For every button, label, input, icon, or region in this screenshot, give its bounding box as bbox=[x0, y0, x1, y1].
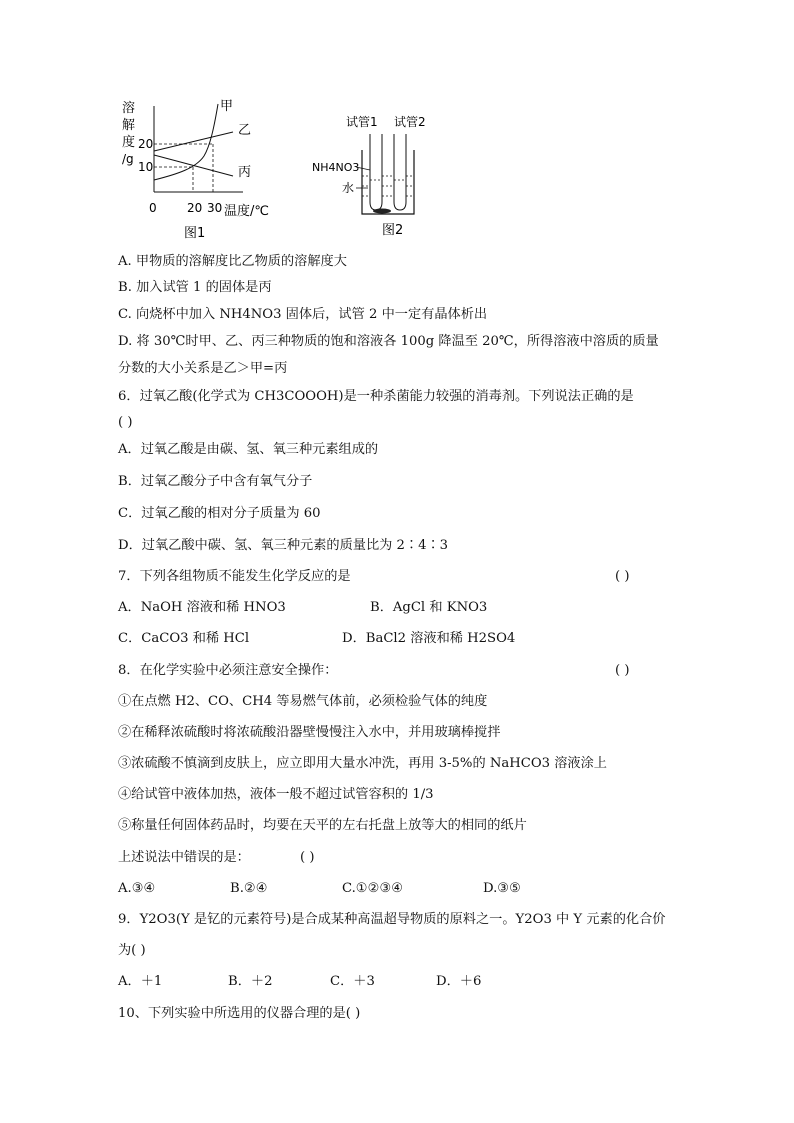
q8-item-2: ②在稀释浓硫酸时将浓硫酸沿器壁慢慢注入水中，并用玻璃棒搅拌 bbox=[118, 725, 501, 740]
curve-label-yi: 乙 bbox=[238, 123, 252, 138]
q8-question: 上述说法中错误的是： bbox=[118, 850, 250, 865]
y-axis-label-char-4: /g bbox=[122, 152, 134, 166]
nh4no3-label: NH4NO3 bbox=[312, 161, 360, 174]
q8-paren: ( ) bbox=[615, 663, 630, 678]
q5-option-a: A. 甲物质的溶解度比乙物质的溶解度大 bbox=[118, 254, 347, 269]
test-tube-1 bbox=[370, 134, 382, 210]
curve-label-bing: 丙 bbox=[238, 165, 252, 180]
q8-option-b: B.②④ bbox=[230, 881, 268, 896]
x-tick-0: 0 bbox=[149, 201, 157, 215]
q8-item-4: ④给试管中液体加热，液体一般不超过试管容积的 1/3 bbox=[118, 787, 434, 802]
q9-stem-cont: 为( ) bbox=[118, 943, 146, 958]
q8-option-c: C.①②③④ bbox=[342, 881, 404, 896]
q8-stem: 8．在化学实验中必须注意安全操作： bbox=[118, 663, 338, 678]
q7-option-b: B．AgCl 和 KNO3 bbox=[370, 600, 488, 615]
q6-stem: 6．过氧乙酸(化学式为 CH3COOOH)是一种杀菌能力较强的消毒剂。下列说法正确的是 bbox=[118, 389, 634, 404]
q8-item-3: ③浓硫酸不慎滴到皮肤上，应立即用大量水冲洗，再用 3-5%的 NaHCO3 溶液涂上 bbox=[118, 756, 607, 771]
y-tick-10: 10 bbox=[138, 160, 154, 174]
q8-option-a: A.③④ bbox=[118, 881, 156, 896]
curve-yi bbox=[154, 132, 233, 151]
y-axis-label-char-3: 度 bbox=[122, 135, 136, 150]
tube1-label: 试管1 bbox=[346, 115, 378, 129]
q5-option-d: D. 将 30℃时甲、乙、丙三种物质的饱和溶液各 100g 降温至 20℃，所得溶液中溶质的质量 bbox=[118, 334, 659, 349]
q9-option-a: A．＋1 bbox=[118, 974, 163, 989]
q9-option-d: D．＋6 bbox=[436, 974, 482, 989]
q10-stem: 10、下列实验中所选用的仪器合理的是( ) bbox=[118, 1006, 361, 1021]
q8-item-1: ①在点燃 H2、CO、CH4 等易燃气体前，必须检验气体的纯度 bbox=[118, 694, 488, 709]
test-tube-2 bbox=[394, 134, 406, 210]
y-axis-label-char-2: 解 bbox=[122, 118, 136, 133]
q6-option-b: B．过氧乙酸分子中含有氧气分子 bbox=[118, 474, 313, 489]
figure2-caption: 图2 bbox=[382, 223, 404, 238]
solid-crystals bbox=[373, 209, 391, 214]
q6-paren: ( ) bbox=[118, 415, 133, 430]
q5-option-d-cont: 分数的大小关系是乙＞甲=丙 bbox=[118, 361, 288, 376]
x-tick-30: 30 bbox=[207, 201, 223, 215]
solubility-chart bbox=[118, 94, 288, 244]
y-axis-label-char-1: 溶 bbox=[122, 101, 136, 116]
tube2-label: 试管2 bbox=[394, 115, 426, 129]
q9-option-b: B．＋2 bbox=[228, 974, 273, 989]
q8-item-5: ⑤称量任何固体药品时，均要在天平的左右托盘上放等大的相同的纸片 bbox=[118, 818, 527, 833]
q7-paren: ( ) bbox=[615, 569, 630, 584]
curve-label-jia: 甲 bbox=[220, 99, 234, 114]
y-tick-20: 20 bbox=[138, 137, 154, 151]
x-tick-20: 20 bbox=[187, 201, 203, 215]
q9-stem: 9．Y2O3(Y 是钇的元素符号)是合成某种高温超导物质的原料之一。Y2O3 中 Y 元素的化合价 bbox=[118, 912, 666, 927]
q8-option-d: D.③⑤ bbox=[483, 881, 521, 896]
figure1-caption: 图1 bbox=[184, 226, 206, 241]
beaker-diagram bbox=[310, 110, 450, 240]
x-axis-label: 温度/℃ bbox=[224, 204, 269, 219]
q9-option-c: C．＋3 bbox=[330, 974, 375, 989]
curve-bing bbox=[154, 155, 233, 176]
water-label: 水 bbox=[342, 181, 355, 195]
q5-option-c: C. 向烧杯中加入 NH4NO3 固体后，试管 2 中一定有晶体析出 bbox=[118, 307, 488, 322]
q8-question-paren: ( ) bbox=[300, 850, 315, 865]
q7-option-c: C．CaCO3 和稀 HCl bbox=[118, 631, 250, 646]
curve-jia bbox=[154, 104, 218, 180]
q5-option-b: B. 加入试管 1 的固体是丙 bbox=[118, 280, 272, 295]
q7-option-a: A．NaOH 溶液和稀 HNO3 bbox=[118, 600, 286, 615]
q7-stem: 7．下列各组物质不能发生化学反应的是 bbox=[118, 569, 351, 584]
q6-option-a: A．过氧乙酸是由碳、氢、氧三种元素组成的 bbox=[118, 442, 379, 457]
q6-option-d: D．过氧乙酸中碳、氢、氧三种元素的质量比为 2∶4∶3 bbox=[118, 538, 449, 553]
q7-option-d: D．BaCl2 溶液和稀 H2SO4 bbox=[342, 631, 516, 646]
q6-option-c: C．过氧乙酸的相对分子质量为 60 bbox=[118, 506, 321, 521]
